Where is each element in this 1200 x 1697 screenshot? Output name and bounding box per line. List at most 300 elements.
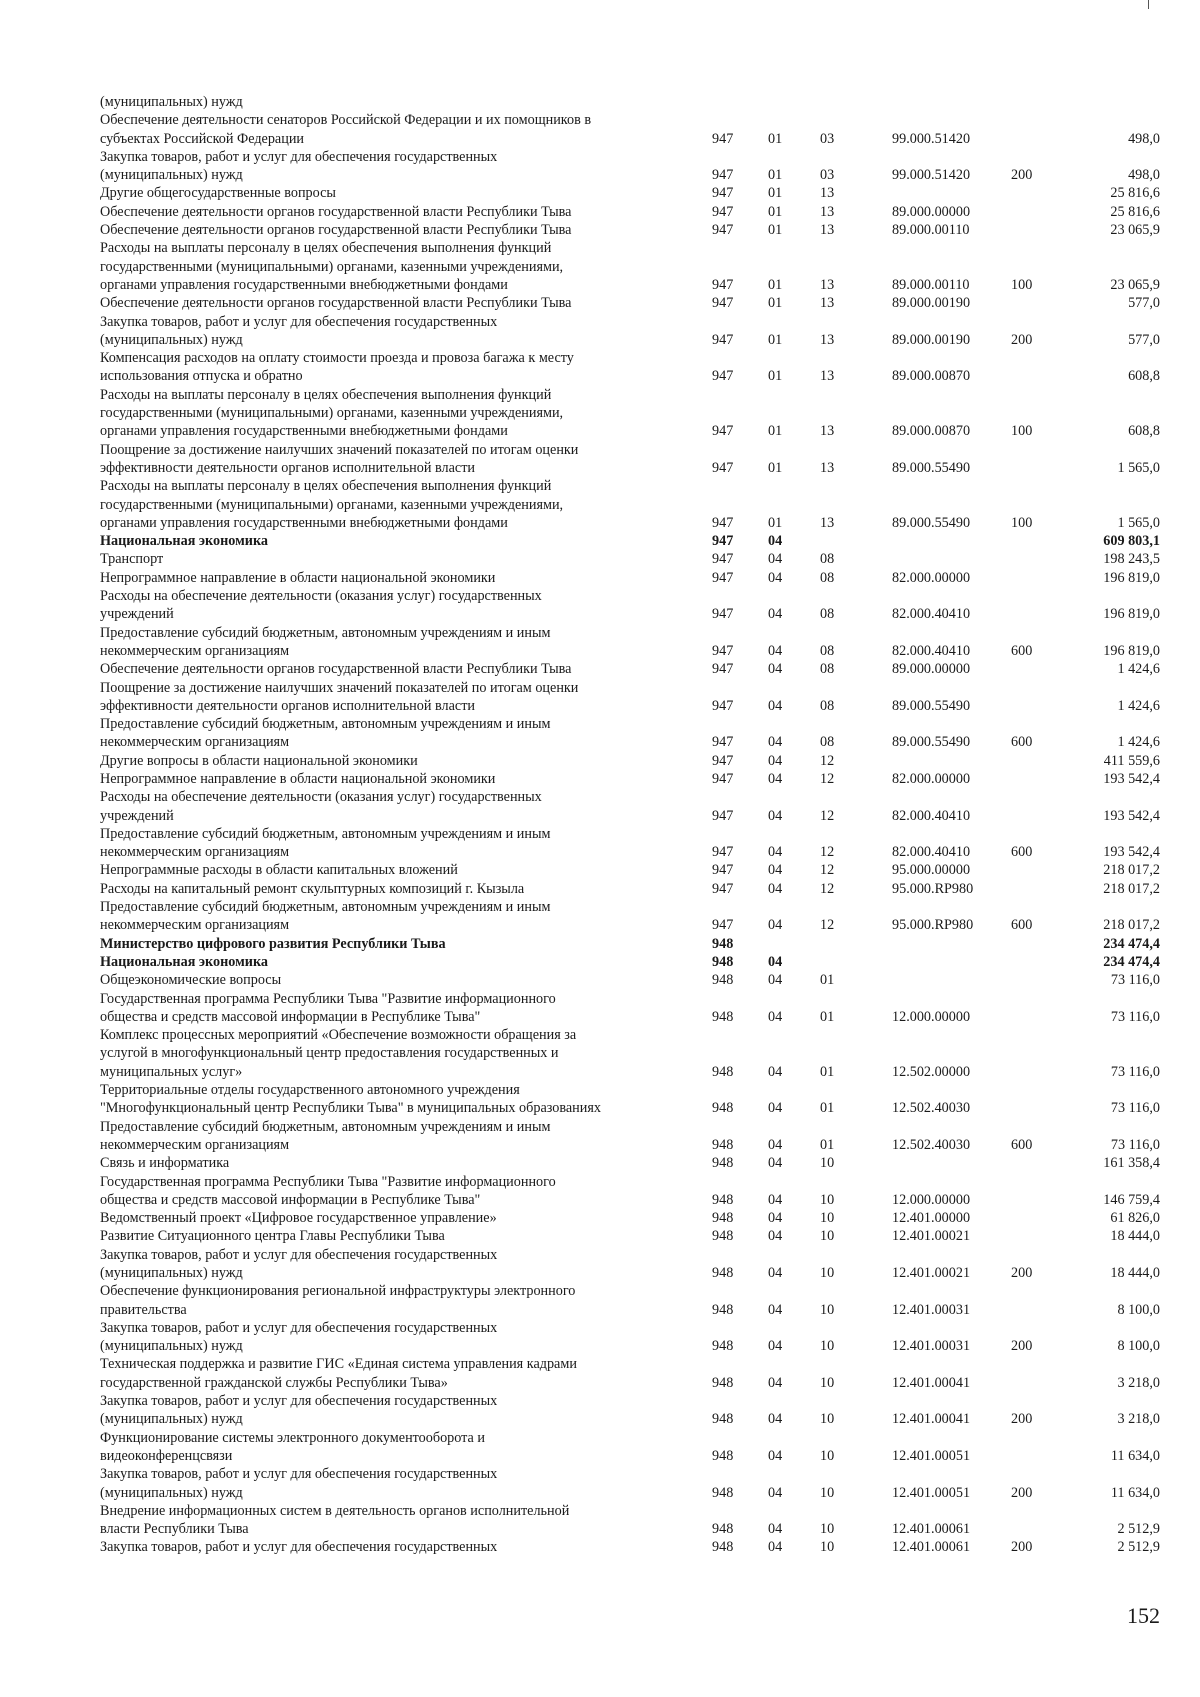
row-description: (муниципальных) нужд bbox=[100, 94, 243, 110]
section-code-cell: 04 bbox=[768, 862, 783, 879]
row-description: Развитие Ситуационного центра Главы Республики Тыва bbox=[100, 1228, 445, 1245]
amount-cell: 498,0 bbox=[1128, 167, 1160, 184]
amount-cell: 609 803,1 bbox=[1103, 533, 1160, 550]
table-row bbox=[100, 1246, 1160, 1283]
table-row bbox=[100, 788, 1160, 825]
table-row bbox=[100, 1282, 1160, 1319]
row-description: Обеспечение деятельности органов государственной власти Республики Тыва bbox=[100, 222, 572, 239]
amount-cell: 218 017,2 bbox=[1103, 862, 1160, 879]
subsection-code-cell: 03 bbox=[820, 167, 835, 184]
subsection-code-cell: 01 bbox=[820, 1063, 835, 1080]
amount-cell: 25 816,6 bbox=[1110, 203, 1160, 220]
target-article-cell: 89.000.00000 bbox=[892, 203, 971, 220]
target-article-cell: 89.000.55490 bbox=[892, 734, 971, 751]
subsection-code-cell: 10 bbox=[820, 1155, 835, 1172]
section-code-cell: 04 bbox=[768, 917, 783, 934]
row-description: Связь и информатика bbox=[100, 1155, 230, 1172]
row-description: Непрограммное направление в области национальной экономики bbox=[100, 770, 496, 787]
row-description: Обеспечение деятельности органов государственной власти Республики Тыва bbox=[100, 203, 572, 220]
subsection-code-cell: 10 bbox=[820, 1265, 835, 1281]
section-code-cell: 04 bbox=[768, 1063, 783, 1080]
amount-cell: 2 512,9 bbox=[1117, 1521, 1160, 1538]
section-code-cell: 01 bbox=[768, 459, 783, 476]
target-article-cell: 12.000.00000 bbox=[892, 1191, 971, 1208]
target-article-cell: 89.000.55490 bbox=[892, 459, 971, 476]
row-description: Непрограммные расходы в области капитальных вложений bbox=[100, 862, 458, 879]
row-description: Обеспечение функционирования региональной инфраструктуры электронного правительства bbox=[100, 1283, 576, 1318]
section-code-cell: 01 bbox=[768, 514, 783, 531]
amount-cell: 1 424,6 bbox=[1117, 734, 1160, 751]
target-article-cell: 12.000.00000 bbox=[892, 1008, 971, 1025]
amount-cell: 608,8 bbox=[1128, 368, 1160, 385]
table-row bbox=[100, 1081, 1160, 1118]
department-code-cell: 947 bbox=[712, 642, 734, 659]
amount-cell: 193 542,4 bbox=[1103, 770, 1160, 787]
amount-cell: 73 116,0 bbox=[1110, 1100, 1160, 1117]
amount-cell: 23 065,9 bbox=[1110, 222, 1160, 239]
department-code-cell: 948 bbox=[712, 1210, 734, 1227]
department-code-cell: 948 bbox=[712, 1521, 734, 1538]
row-description: Государственная программа Республики Тыва "Развитие информационного общества и средств массовой информации в Республике Тыва" bbox=[100, 1173, 556, 1208]
row-description: Другие общегосударственные вопросы bbox=[100, 185, 336, 202]
subsection-code-cell: 10 bbox=[820, 1338, 835, 1355]
amount-cell: 193 542,4 bbox=[1103, 807, 1160, 824]
department-code-cell: 947 bbox=[712, 167, 734, 184]
target-article-cell: 82.000.40410 bbox=[892, 844, 971, 861]
table-row bbox=[100, 294, 1160, 312]
table-row bbox=[100, 349, 1160, 386]
target-article-cell: 89.000.00110 bbox=[892, 222, 970, 239]
section-code-cell: 04 bbox=[768, 1008, 783, 1025]
department-code-cell: 948 bbox=[712, 1100, 734, 1117]
section-code-cell: 01 bbox=[768, 423, 783, 440]
target-article-cell: 89.000.00870 bbox=[892, 368, 971, 385]
row-description: Предоставление субсидий бюджетным, автономным учреждениям и иным некоммерческим организациям bbox=[100, 716, 551, 751]
table-row bbox=[100, 898, 1160, 935]
amount-cell: 1 565,0 bbox=[1117, 514, 1160, 531]
amount-cell: 1 565,0 bbox=[1117, 459, 1160, 476]
row-description: Другие вопросы в области национальной экономики bbox=[100, 752, 418, 769]
amount-cell: 25 816,6 bbox=[1110, 185, 1160, 202]
subsection-code-cell: 13 bbox=[820, 368, 835, 385]
department-code-cell: 947 bbox=[712, 130, 734, 147]
section-code-cell: 04 bbox=[768, 1191, 783, 1208]
table-row bbox=[100, 990, 1160, 1027]
subsection-code-cell: 13 bbox=[820, 276, 835, 293]
target-article-cell: 12.502.40030 bbox=[892, 1100, 971, 1117]
subsection-code-cell: 10 bbox=[820, 1411, 835, 1428]
department-code-cell: 948 bbox=[712, 1411, 734, 1428]
department-code-cell: 947 bbox=[712, 368, 734, 385]
table-row bbox=[100, 477, 1160, 532]
amount-cell: 411 559,6 bbox=[1103, 752, 1160, 769]
expense-type-cell: 100 bbox=[1011, 514, 1033, 531]
target-article-cell: 89.000.55490 bbox=[892, 697, 971, 714]
subsection-code-cell: 01 bbox=[820, 1100, 835, 1117]
subsection-code-cell: 13 bbox=[820, 203, 835, 220]
page-edge-mark bbox=[1148, 0, 1149, 9]
expense-type-cell: 100 bbox=[1011, 423, 1033, 440]
subsection-code-cell: 12 bbox=[820, 862, 835, 879]
target-article-cell: 89.000.00870 bbox=[892, 423, 971, 440]
department-code-cell: 947 bbox=[712, 734, 734, 751]
row-description: Расходы на обеспечение деятельности (оказания услуг) государственных учреждений bbox=[100, 789, 542, 824]
subsection-code-cell: 10 bbox=[820, 1228, 835, 1245]
row-description: Поощрение за достижение наилучших значений показателей по итогам оценки эффективности деятельности органов исполнительной власти bbox=[100, 679, 579, 714]
section-code-cell: 04 bbox=[768, 533, 783, 550]
department-code-cell: 948 bbox=[712, 953, 734, 970]
target-article-cell: 82.000.40410 bbox=[892, 606, 971, 623]
subsection-code-cell: 08 bbox=[820, 606, 835, 623]
subsection-code-cell: 08 bbox=[820, 551, 835, 568]
row-description: Расходы на капитальный ремонт скульптурных композиций г. Кызыла bbox=[100, 880, 525, 897]
row-description: Закупка товаров, работ и услуг для обеспечения государственных (муниципальных) нужд bbox=[100, 1393, 498, 1428]
table-row bbox=[100, 587, 1160, 624]
amount-cell: 8 100,0 bbox=[1117, 1301, 1160, 1318]
expense-type-cell: 200 bbox=[1011, 1411, 1033, 1428]
table-row bbox=[100, 148, 1160, 185]
department-code-cell: 948 bbox=[712, 1484, 734, 1501]
amount-cell: 234 474,4 bbox=[1103, 935, 1160, 952]
expense-type-cell: 600 bbox=[1011, 1136, 1033, 1153]
section-code-cell: 04 bbox=[768, 1484, 783, 1501]
department-code-cell: 948 bbox=[712, 1374, 734, 1391]
row-description: Предоставление субсидий бюджетным, автономным учреждениям и иным некоммерческим организациям bbox=[100, 899, 551, 934]
target-article-cell: 12.502.00000 bbox=[892, 1063, 971, 1080]
department-code-cell: 948 bbox=[712, 935, 734, 952]
row-description: Обеспечение деятельности органов государственной власти Республики Тыва bbox=[100, 661, 572, 678]
amount-cell: 73 116,0 bbox=[1110, 972, 1160, 989]
amount-cell: 73 116,0 bbox=[1110, 1136, 1160, 1153]
row-description: Внедрение информационных систем в деятельность органов исполнительной власти Республики Тыва bbox=[100, 1502, 570, 1538]
table-row bbox=[100, 1392, 1160, 1429]
section-code-cell: 04 bbox=[768, 752, 783, 769]
expense-type-cell: 200 bbox=[1011, 1484, 1033, 1501]
target-article-cell: 82.000.40410 bbox=[892, 807, 971, 824]
amount-cell: 198 243,5 bbox=[1103, 551, 1160, 568]
table-row bbox=[100, 660, 1160, 678]
subsection-code-cell: 12 bbox=[820, 770, 835, 787]
target-article-cell: 12.401.00021 bbox=[892, 1228, 971, 1245]
subsection-code-cell: 10 bbox=[820, 1539, 835, 1556]
amount-cell: 18 444,0 bbox=[1110, 1228, 1160, 1245]
amount-cell: 73 116,0 bbox=[1110, 1008, 1160, 1025]
section-code-cell: 04 bbox=[768, 734, 783, 751]
expense-type-cell: 200 bbox=[1011, 167, 1033, 184]
target-article-cell: 12.401.00051 bbox=[892, 1484, 971, 1501]
row-description: Поощрение за достижение наилучших значений показателей по итогам оценки эффективности деятельности органов исполнительной власти bbox=[100, 441, 579, 476]
department-code-cell: 947 bbox=[712, 185, 734, 202]
subsection-code-cell: 08 bbox=[820, 734, 835, 751]
table-row bbox=[100, 203, 1160, 221]
expense-type-cell: 100 bbox=[1011, 276, 1033, 293]
table-row bbox=[100, 1538, 1160, 1556]
row-description: Ведомственный проект «Цифровое государственное управление» bbox=[100, 1210, 497, 1227]
section-code-cell: 04 bbox=[768, 1100, 783, 1117]
target-article-cell: 95.000.RP980 bbox=[892, 880, 974, 897]
target-article-cell: 12.401.00021 bbox=[892, 1265, 971, 1281]
target-article-cell: 99.000.51420 bbox=[892, 130, 971, 147]
amount-cell: 73 116,0 bbox=[1110, 1063, 1160, 1080]
amount-cell: 11 634,0 bbox=[1110, 1484, 1160, 1501]
table-row bbox=[100, 1319, 1160, 1356]
amount-cell: 1 424,6 bbox=[1117, 697, 1160, 714]
expense-type-cell: 200 bbox=[1011, 331, 1033, 348]
budget-table bbox=[100, 93, 1160, 1557]
table-row bbox=[100, 111, 1160, 148]
table-row bbox=[100, 861, 1160, 879]
department-code-cell: 947 bbox=[712, 807, 734, 824]
section-code-cell: 04 bbox=[768, 972, 783, 989]
subsection-code-cell: 10 bbox=[820, 1521, 835, 1538]
amount-cell: 3 218,0 bbox=[1117, 1374, 1160, 1391]
subsection-code-cell: 13 bbox=[820, 423, 835, 440]
target-article-cell: 82.000.00000 bbox=[892, 770, 971, 787]
table-row bbox=[100, 679, 1160, 716]
target-article-cell: 89.000.00190 bbox=[892, 331, 971, 348]
department-code-cell: 947 bbox=[712, 661, 734, 678]
table-row bbox=[100, 313, 1160, 350]
expense-type-cell: 200 bbox=[1011, 1338, 1033, 1355]
row-description: Расходы на выплаты персоналу в целях обеспечения выполнения функций государственными (муниципальными) органами, казенными учреждениями, органами управления государственными внебюджетными фондами bbox=[100, 478, 564, 531]
subsection-code-cell: 01 bbox=[820, 1008, 835, 1025]
amount-cell: 61 826,0 bbox=[1110, 1210, 1160, 1227]
section-code-cell: 04 bbox=[768, 807, 783, 824]
department-code-cell: 947 bbox=[712, 295, 734, 312]
department-code-cell: 948 bbox=[712, 1539, 734, 1556]
target-article-cell: 95.000.00000 bbox=[892, 862, 971, 879]
department-code-cell: 948 bbox=[712, 1136, 734, 1153]
subsection-code-cell: 12 bbox=[820, 917, 835, 934]
row-description: Государственная программа Республики Тыва "Развитие информационного общества и средств массовой информации в Республике Тыва" bbox=[100, 990, 556, 1025]
amount-cell: 146 759,4 bbox=[1103, 1191, 1160, 1208]
section-code-cell: 04 bbox=[768, 1136, 783, 1153]
subsection-code-cell: 13 bbox=[820, 222, 835, 239]
department-code-cell: 947 bbox=[712, 917, 734, 934]
table-row bbox=[100, 1173, 1160, 1210]
expense-type-cell: 200 bbox=[1011, 1265, 1033, 1281]
table-row bbox=[100, 880, 1160, 898]
table-row bbox=[100, 935, 1160, 953]
section-code-cell: 01 bbox=[768, 295, 783, 312]
row-description: Обеспечение деятельности сенаторов Российской Федерации и их помощников в субъектах Российской Федерации bbox=[100, 112, 592, 147]
department-code-cell: 948 bbox=[712, 1301, 734, 1318]
subsection-code-cell: 13 bbox=[820, 459, 835, 476]
department-code-cell: 948 bbox=[712, 1338, 734, 1355]
table-row bbox=[100, 532, 1160, 550]
target-article-cell: 82.000.00000 bbox=[892, 569, 971, 586]
section-code-cell: 01 bbox=[768, 203, 783, 220]
department-code-cell: 947 bbox=[712, 514, 734, 531]
amount-cell: 577,0 bbox=[1128, 295, 1160, 312]
department-code-cell: 947 bbox=[712, 569, 734, 586]
section-code-cell: 01 bbox=[768, 167, 783, 184]
table-row bbox=[100, 1429, 1160, 1466]
target-article-cell: 12.401.00000 bbox=[892, 1210, 971, 1227]
amount-cell: 196 819,0 bbox=[1103, 606, 1160, 623]
amount-cell: 218 017,2 bbox=[1103, 880, 1160, 897]
subsection-code-cell: 13 bbox=[820, 331, 835, 348]
amount-cell: 23 065,9 bbox=[1110, 276, 1160, 293]
target-article-cell: 12.401.00031 bbox=[892, 1338, 971, 1355]
section-code-cell: 04 bbox=[768, 1521, 783, 1538]
table-row bbox=[100, 93, 1160, 111]
subsection-code-cell: 13 bbox=[820, 514, 835, 531]
amount-cell: 3 218,0 bbox=[1117, 1411, 1160, 1428]
subsection-code-cell: 08 bbox=[820, 569, 835, 586]
department-code-cell: 947 bbox=[712, 770, 734, 787]
row-description: Национальная экономика bbox=[100, 533, 269, 550]
row-description: Расходы на обеспечение деятельности (оказания услуг) государственных учреждений bbox=[100, 588, 542, 623]
row-description: Закупка товаров, работ и услуг для обеспечения государственных (муниципальных) нужд bbox=[100, 1319, 498, 1355]
department-code-cell: 948 bbox=[712, 972, 734, 989]
target-article-cell: 95.000.RP980 bbox=[892, 917, 974, 934]
row-description: Предоставление субсидий бюджетным, автономным учреждениям и иным некоммерческим организациям bbox=[100, 825, 551, 861]
section-code-cell: 04 bbox=[768, 1447, 783, 1464]
department-code-cell: 947 bbox=[712, 697, 734, 714]
subsection-code-cell: 10 bbox=[820, 1301, 835, 1318]
table-row bbox=[100, 825, 1160, 862]
page-number: 152 bbox=[1127, 1603, 1160, 1628]
subsection-code-cell: 03 bbox=[820, 130, 835, 147]
department-code-cell: 948 bbox=[712, 1228, 734, 1245]
table-row bbox=[100, 624, 1160, 661]
row-description: Закупка товаров, работ и услуг для обеспечения государственных (муниципальных) нужд bbox=[100, 1246, 498, 1281]
row-description: Общеэкономические вопросы bbox=[100, 972, 282, 989]
target-article-cell: 12.401.00041 bbox=[892, 1374, 971, 1391]
subsection-code-cell: 12 bbox=[820, 880, 835, 897]
table-row bbox=[100, 441, 1160, 478]
section-code-cell: 04 bbox=[768, 1374, 783, 1391]
target-article-cell: 89.000.00110 bbox=[892, 276, 970, 293]
table-row bbox=[100, 1355, 1160, 1392]
row-description: Территориальные отделы государственного автономного учреждения "Многофункциональный центр Республики Тыва" в муниципальных образованиях bbox=[100, 1082, 601, 1117]
amount-cell: 196 819,0 bbox=[1103, 642, 1160, 659]
target-article-cell: 12.401.00041 bbox=[892, 1411, 971, 1428]
table-row bbox=[100, 1502, 1160, 1539]
section-code-cell: 01 bbox=[768, 185, 783, 202]
row-description: Комплекс процессных мероприятий «Обеспечение возможности обращения за услугой в многофункциональный центр предоставления государственных и муниципальных услуг» bbox=[100, 1027, 577, 1080]
target-article-cell: 89.000.00190 bbox=[892, 295, 971, 312]
expense-type-cell: 600 bbox=[1011, 844, 1033, 861]
section-code-cell: 04 bbox=[768, 953, 783, 970]
department-code-cell: 948 bbox=[712, 1191, 734, 1208]
table-row bbox=[100, 953, 1160, 971]
amount-cell: 193 542,4 bbox=[1103, 844, 1160, 861]
subsection-code-cell: 10 bbox=[820, 1374, 835, 1391]
expense-type-cell: 600 bbox=[1011, 642, 1033, 659]
department-code-cell: 947 bbox=[712, 222, 734, 239]
section-code-cell: 04 bbox=[768, 770, 783, 787]
section-code-cell: 04 bbox=[768, 1301, 783, 1318]
subsection-code-cell: 08 bbox=[820, 661, 835, 678]
amount-cell: 218 017,2 bbox=[1103, 917, 1160, 934]
subsection-code-cell: 13 bbox=[820, 185, 835, 202]
table-row bbox=[100, 1209, 1160, 1227]
section-code-cell: 01 bbox=[768, 331, 783, 348]
row-description: Непрограммное направление в области национальной экономики bbox=[100, 569, 496, 586]
department-code-cell: 947 bbox=[712, 423, 734, 440]
department-code-cell: 947 bbox=[712, 276, 734, 293]
table-row bbox=[100, 184, 1160, 202]
department-code-cell: 948 bbox=[712, 1155, 734, 1172]
subsection-code-cell: 01 bbox=[820, 972, 835, 989]
subsection-code-cell: 13 bbox=[820, 295, 835, 312]
amount-cell: 8 100,0 bbox=[1117, 1338, 1160, 1355]
amount-cell: 11 634,0 bbox=[1110, 1447, 1160, 1464]
section-code-cell: 01 bbox=[768, 276, 783, 293]
section-code-cell: 01 bbox=[768, 368, 783, 385]
section-code-cell: 04 bbox=[768, 1539, 783, 1556]
row-description: Техническая поддержка и развитие ГИС «Единая система управления кадрами государственной гражданской службы Республики Тыва» bbox=[100, 1356, 577, 1391]
department-code-cell: 948 bbox=[712, 1063, 734, 1080]
row-description: Транспорт bbox=[100, 551, 164, 568]
table-row bbox=[100, 1465, 1160, 1502]
table-row bbox=[100, 569, 1160, 587]
subsection-code-cell: 10 bbox=[820, 1484, 835, 1501]
row-description: Национальная экономика bbox=[100, 953, 269, 970]
subsection-code-cell: 12 bbox=[820, 844, 835, 861]
row-description: Предоставление субсидий бюджетным, автономным учреждениям и иным некоммерческим организациям bbox=[100, 624, 551, 659]
subsection-code-cell: 08 bbox=[820, 642, 835, 659]
subsection-code-cell: 08 bbox=[820, 697, 835, 714]
table-row bbox=[100, 221, 1160, 239]
row-description: Закупка товаров, работ и услуг для обеспечения государственных bbox=[100, 1539, 498, 1556]
section-code-cell: 04 bbox=[768, 551, 783, 568]
subsection-code-cell: 10 bbox=[820, 1191, 835, 1208]
row-description: Обеспечение деятельности органов государственной власти Республики Тыва bbox=[100, 295, 572, 312]
department-code-cell: 947 bbox=[712, 880, 734, 897]
target-article-cell: 12.401.00061 bbox=[892, 1521, 971, 1538]
table-row bbox=[100, 386, 1160, 441]
row-description: Расходы на выплаты персоналу в целях обеспечения выполнения функций государственными (муниципальными) органами, казенными учреждениями, органами управления государственными внебюджетными фондами bbox=[100, 386, 564, 440]
subsection-code-cell: 01 bbox=[820, 1136, 835, 1153]
department-code-cell: 947 bbox=[712, 533, 734, 550]
row-description: Закупка товаров, работ и услуг для обеспечения государственных (муниципальных) нужд bbox=[100, 1466, 498, 1501]
amount-cell: 1 424,6 bbox=[1117, 661, 1160, 678]
section-code-cell: 04 bbox=[768, 844, 783, 861]
section-code-cell: 04 bbox=[768, 642, 783, 659]
row-description: Компенсация расходов на оплату стоимости проезда и провоза багажа к месту использования отпуска и обратно bbox=[100, 350, 574, 385]
amount-cell: 18 444,0 bbox=[1110, 1265, 1160, 1281]
department-code-cell: 947 bbox=[712, 752, 734, 769]
department-code-cell: 947 bbox=[712, 551, 734, 568]
department-code-cell: 948 bbox=[712, 1265, 734, 1281]
department-code-cell: 947 bbox=[712, 862, 734, 879]
department-code-cell: 947 bbox=[712, 459, 734, 476]
amount-cell: 498,0 bbox=[1128, 130, 1160, 147]
section-code-cell: 04 bbox=[768, 1338, 783, 1355]
subsection-code-cell: 12 bbox=[820, 807, 835, 824]
department-code-cell: 947 bbox=[712, 331, 734, 348]
target-article-cell: 12.401.00061 bbox=[892, 1539, 971, 1556]
target-article-cell: 12.502.40030 bbox=[892, 1136, 971, 1153]
amount-cell: 608,8 bbox=[1128, 423, 1160, 440]
target-article-cell: 82.000.40410 bbox=[892, 642, 971, 659]
subsection-code-cell: 10 bbox=[820, 1210, 835, 1227]
table-row bbox=[100, 1154, 1160, 1172]
department-code-cell: 948 bbox=[712, 1447, 734, 1464]
target-article-cell: 89.000.00000 bbox=[892, 661, 971, 678]
expense-type-cell: 600 bbox=[1011, 734, 1033, 751]
amount-cell: 196 819,0 bbox=[1103, 569, 1160, 586]
target-article-cell: 99.000.51420 bbox=[892, 167, 971, 184]
amount-cell: 234 474,4 bbox=[1103, 953, 1160, 970]
amount-cell: 161 358,4 bbox=[1103, 1155, 1160, 1172]
target-article-cell: 12.401.00051 bbox=[892, 1447, 971, 1464]
section-code-cell: 04 bbox=[768, 569, 783, 586]
department-code-cell: 947 bbox=[712, 606, 734, 623]
